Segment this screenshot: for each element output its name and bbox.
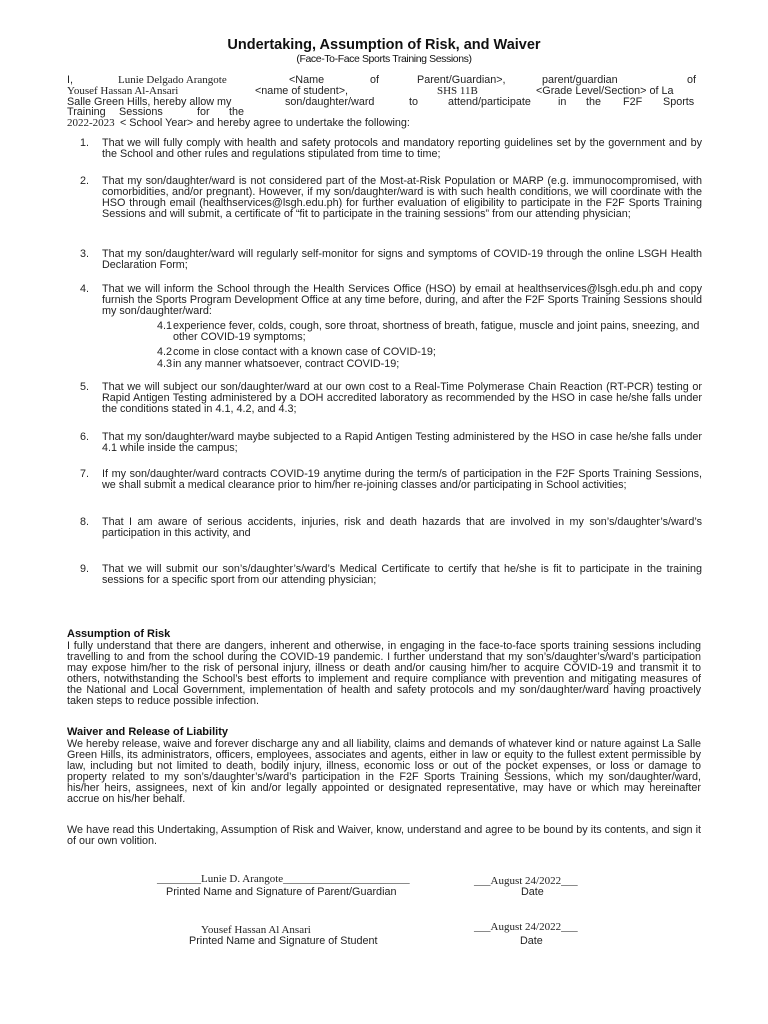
intro-row-5	[67, 118, 701, 129]
parent-name-value: Lunie Delgado Arangote	[118, 74, 227, 86]
parent-signature-label: Printed Name and Signature of Parent/Guardian	[166, 886, 397, 898]
item-text: That my son/daughter/ward will regularly self-monitor for signs and symptoms of COVID-19 through the online LSGH Health Declaration Form;	[102, 248, 702, 271]
intro-line-5-rest: < School Year> and hereby agree to undertake the following:	[120, 117, 410, 130]
intro-sessions: Sessions	[119, 106, 163, 119]
sub-item-text: experience fever, colds, cough, sore throat, shortness of breath, fatigue, muscle and joint pains, sneezing, and other COVID-19 symptoms;	[173, 320, 700, 343]
item-number: 6.	[80, 431, 90, 443]
intro-sports: Sports	[663, 95, 695, 108]
intro-line-3: Salle Green Hills, hereby allow my	[67, 95, 232, 108]
sub-item-text: come in close contact with a known case of COVID-19;	[173, 346, 436, 358]
student-name-placeholder: <name of student>,	[255, 84, 349, 97]
document-subtitle: (Face-To-Face Sports Training Sessions)	[296, 53, 472, 65]
item-text: That my son/daughter/ward maybe subjected to a Rapid Antigen Testing administered by the HSO in case he/she falls under 4.1 while inside the campus;	[102, 431, 702, 454]
parent-signature-line: ________Lunie D. Arangote_______________________	[157, 873, 410, 885]
intro-for: for	[197, 106, 210, 119]
intro-of-2: of	[687, 74, 697, 86]
item-number: 4.	[80, 283, 90, 295]
waiver-text: We hereby release, waive and forever discharge any and all liability, claims and demands of whatever kind or nature against La Salle Green Hills, its administrators, officers, employees, associates and agents, either in law or equity to the fullest extent permissible by law, including but not limited to death, bodily injury, illness, economic loss or out of the pocket expenses, or loss or damage to property related to my son’s/daughter’s/ward’s participation in the F2F Sports Training Sessions, which my son/daughter/ward, his/her heirs, assignees, next of kin and/or legally appointed or designated representative, may have or which may hereinafter accrue on his/her behalf.	[67, 738, 701, 805]
intro-the-2: the	[229, 106, 245, 119]
intro-paragraph	[67, 75, 701, 129]
intro-of-1: of	[370, 74, 380, 86]
intro-i: I,	[67, 74, 73, 86]
item-text: That we will subject our son/daughter/ward at our own cost to a Real-Time Polymerase Chain Reaction (RT-PCR) testing or Rapid Antigen Testing administered by a DOH accredited laboratory as recommended by the HSO in case he/she falls under the conditions stated in 4.1, 4.2, and 4.3;	[102, 381, 702, 415]
item-text: If my son/daughter/ward contracts COVID-19 anytime during the term/s of participation in the F2F Sports Training Sessions, we shall submit a medical clearance prior to him/her re-joining classes and/or participating in School activities;	[102, 468, 702, 491]
item-text: That I am aware of serious accidents, injuries, risk and death hazards that are involved in my son’s/daughter’s/ward’s participation in this activity, and	[102, 516, 702, 539]
parent-date-line: ___August 24/2022___	[474, 875, 578, 887]
student-date-label: Date	[520, 935, 543, 947]
intro-training: Training	[67, 106, 106, 119]
intro-in: in	[558, 95, 567, 108]
sub-item-number: 4.1	[157, 320, 173, 332]
parent-date-label: Date	[521, 886, 544, 898]
sub-item-text: in any manner whatsoever, contract COVID-19;	[173, 358, 400, 370]
intro-f2f: F2F	[623, 95, 643, 108]
student-signature-line: Yousef Hassan Al Ansari	[201, 924, 311, 936]
assumption-text: I fully understand that there are dangers, inherent and otherwise, in engaging in the face-to-face sports training sessions including travelling to and from the school during the COVID-19 pandemic. I further understand that my son’s/daughter’s/ward’s participation may expose him/her to the risk of personal injury, illness or death and/or causing him/her to acquire COVID-19 and transmit it to others, notwithstanding the School’s best efforts to implement and require compliance with prevention and mitigating measures of the National and Local Government, implementation of health and safety protocols and my son/daughter/ward having proactively taken steps to reduce possible infection.	[67, 640, 701, 707]
waiver-heading: Waiver and Release of Liability	[67, 726, 228, 738]
item-number: 1.	[80, 137, 90, 149]
intro-attend: attend/participate	[448, 95, 531, 108]
item-number: 8.	[80, 516, 90, 528]
agreement-text: We have read this Undertaking, Assumption of Risk and Waiver, know, understand and agree to be bound by its contents, and sign it of our own volition.	[67, 824, 701, 847]
item-text: That we will fully comply with health and safety protocols and mandatory reporting guidelines set by the government and by the School and other rules and regulations stipulated from time to time;	[102, 137, 702, 160]
intro-the: the	[586, 95, 602, 108]
item-text: That we will submit our son’s/daughter’s/ward’s Medical Certificate to certify that he/she is fit to participate in the training sessions for a specific sport from our attending physician;	[102, 563, 702, 586]
parent-name-placeholder: <Name	[289, 74, 325, 86]
sub-item-number: 4.3	[157, 358, 173, 370]
parent-placeholder-tail: Parent/Guardian>,	[417, 74, 506, 86]
item-number: 2.	[80, 175, 90, 187]
document-title: Undertaking, Assumption of Risk, and Waiver	[227, 37, 541, 53]
intro-son-daughter-ward: son/daughter/ward	[285, 95, 375, 108]
item-number: 5.	[80, 381, 90, 393]
intro-row-2	[67, 86, 701, 97]
student-signature-label: Printed Name and Signature of Student	[189, 935, 378, 947]
grade-section-value: SHS 11B	[437, 84, 478, 97]
intro-to: to	[409, 95, 419, 108]
item-text: That my son/daughter/ward is not considered part of the Most-at-Risk Population or MARP (e.g. immunocompromised, with comorbidities, and/or pregnant). However, if my son/daughter/ward is with such health conditions, we will coordinate with the HSO through email (healthservices@lsgh.edu.ph) for further evaluation of eligibility to participate in the F2F Sports Training Sessions and will submit, a certificate of “fit to participate in the training sessions” from our attending physician;	[102, 175, 702, 220]
item-number: 9.	[80, 563, 90, 575]
student-date-line: ___August 24/2022___	[474, 921, 578, 933]
grade-section-placeholder: <Grade Level/Section> of La	[536, 84, 674, 97]
school-year-value: 2022-2023	[67, 117, 115, 130]
item-text: That we will inform the School through the Health Services Office (HSO) by email at healthservices@lsgh.edu.ph and copy furnish the Sports Program Development Office at any time before, during, and after the F2F Sports Training Sessions should my son/daughter/ward:	[102, 283, 702, 317]
assumption-heading: Assumption of Risk	[67, 628, 171, 640]
item-number: 3.	[80, 248, 90, 260]
intro-parent-guardian: parent/guardian	[542, 74, 618, 86]
sub-item-number: 4.2	[157, 346, 173, 358]
student-name-value: Yousef Hassan Al-Ansari	[67, 84, 179, 97]
item-number: 7.	[80, 468, 90, 480]
